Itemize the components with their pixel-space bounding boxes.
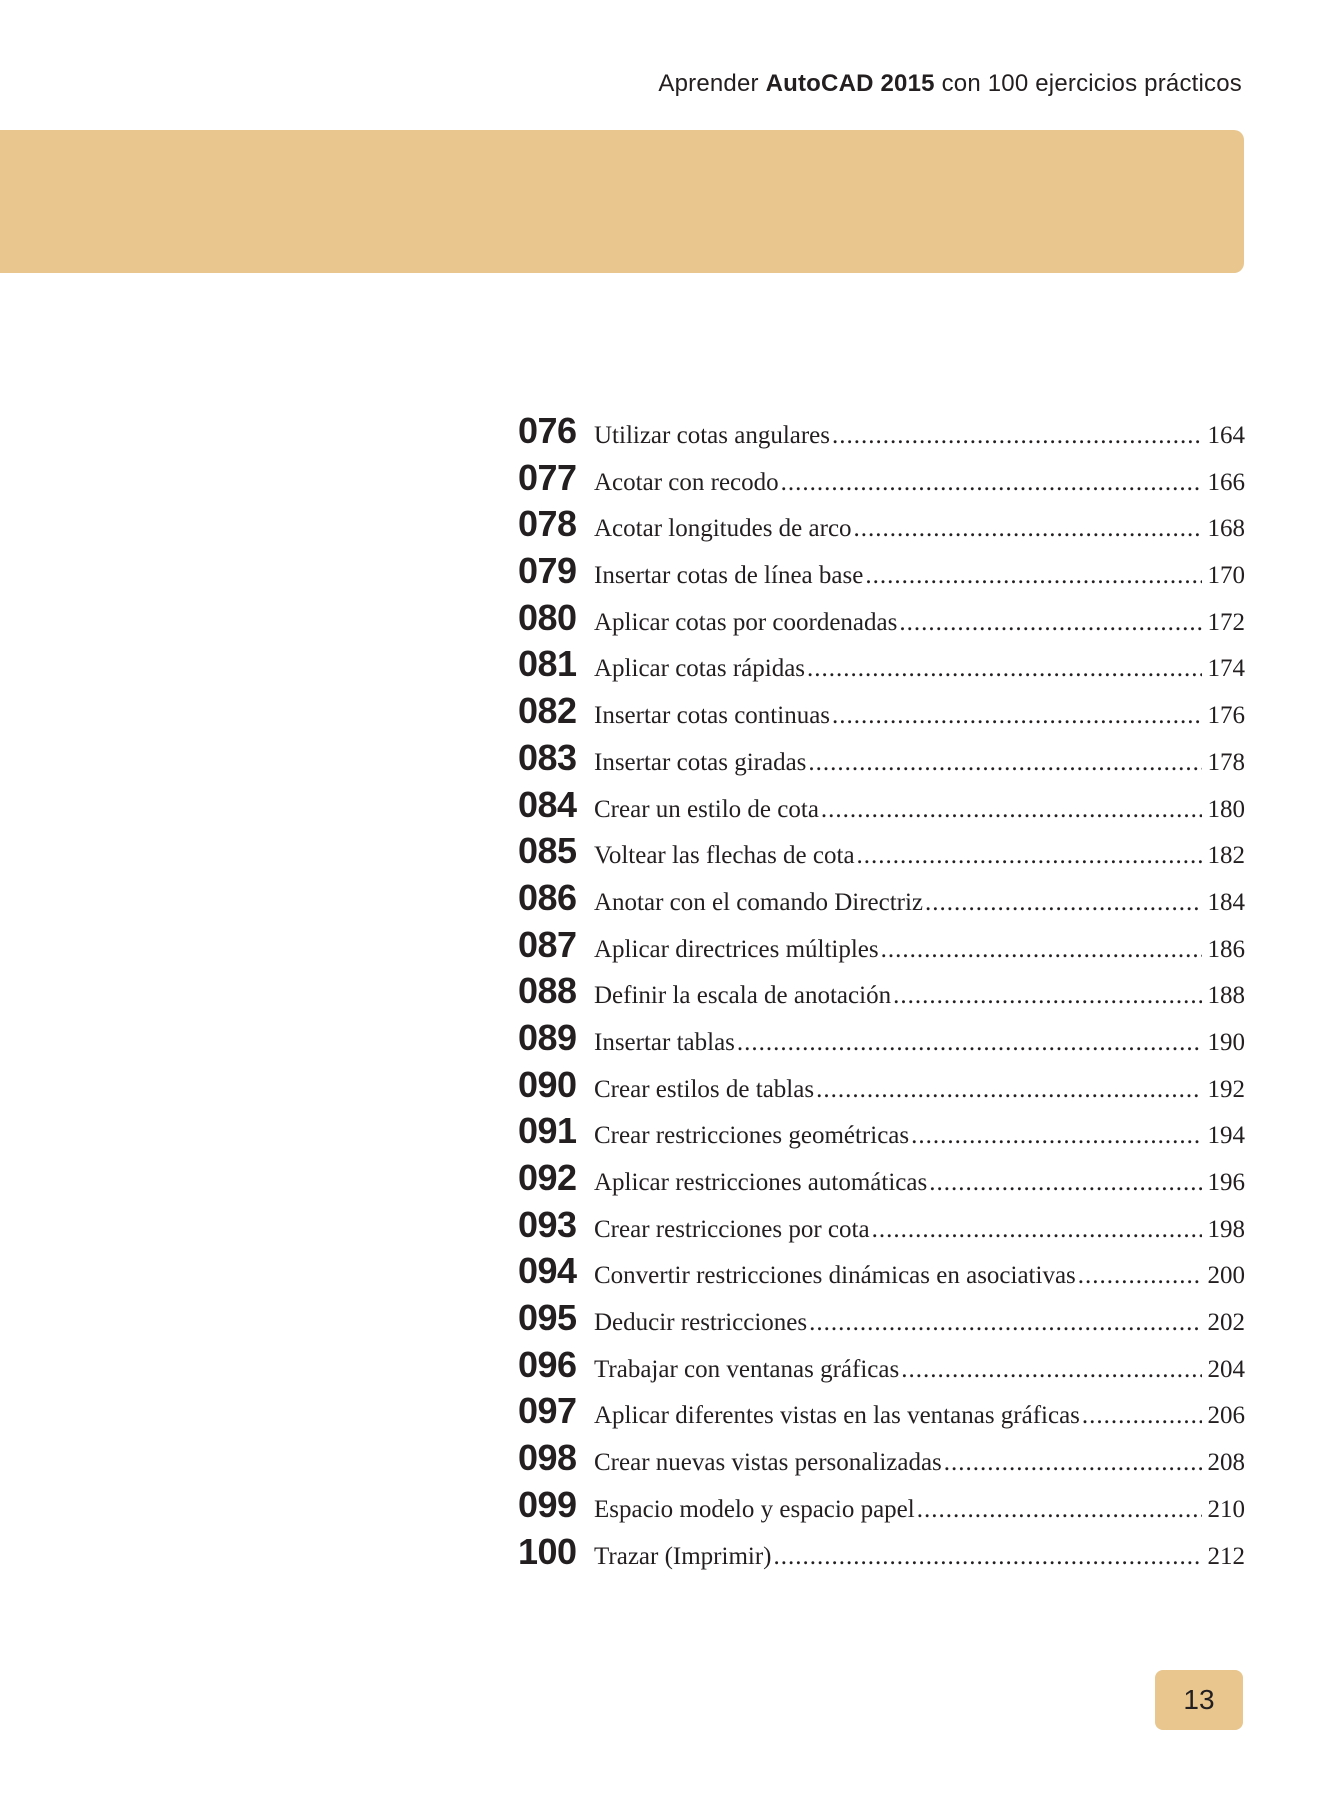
table-of-contents	[518, 410, 1245, 1577]
toc-entry-number: 095	[518, 1297, 577, 1339]
toc-entry[interactable]	[518, 877, 1245, 924]
toc-entry-page: 170	[1207, 562, 1245, 590]
toc-entry-title: Trazar (Imprimir)	[594, 1542, 772, 1570]
toc-entry-page: 172	[1207, 608, 1245, 636]
toc-entry-title: Insertar tablas	[594, 1028, 735, 1056]
toc-entry-title: Crear restricciones por cota	[594, 1215, 870, 1243]
toc-dot-leader	[901, 1356, 1201, 1384]
toc-entry[interactable]	[518, 1250, 1245, 1297]
toc-entry-page: 184	[1207, 888, 1245, 916]
toc-dot-leader	[807, 655, 1201, 683]
toc-entry[interactable]	[518, 1017, 1245, 1064]
toc-entry[interactable]	[518, 1390, 1245, 1437]
toc-dot-leader	[865, 562, 1201, 590]
toc-entry-number: 078	[518, 503, 577, 545]
toc-entry[interactable]	[518, 1157, 1245, 1204]
toc-entry-page: 188	[1207, 982, 1245, 1010]
toc-entry-title: Utilizar cotas angulares	[594, 422, 831, 449]
page-number-badge	[1155, 1670, 1243, 1730]
toc-entry-title: Insertar cotas de línea base	[594, 562, 864, 590]
toc-dot-leader	[857, 842, 1202, 870]
toc-entry[interactable]	[518, 1110, 1245, 1157]
toc-dot-leader	[832, 702, 1201, 730]
toc-entry-number: 097	[518, 1390, 577, 1432]
toc-entry-title: Aplicar restricciones automáticas	[594, 1169, 928, 1196]
toc-entry-title: Aplicar diferentes vistas en las ventanas gráficas	[594, 1402, 1080, 1430]
toc-entry-page: 210	[1207, 1495, 1245, 1523]
toc-entry-page: 192	[1207, 1075, 1245, 1103]
toc-dot-leader	[774, 1543, 1202, 1571]
page-number: 13	[1183, 1684, 1215, 1715]
toc-dot-leader	[1078, 1262, 1202, 1290]
toc-dot-leader	[929, 1169, 1201, 1197]
toc-dot-leader	[872, 1216, 1202, 1244]
toc-entry-page: 202	[1207, 1309, 1245, 1337]
toc-entry-page: 200	[1207, 1262, 1245, 1290]
toc-entry-page: 180	[1207, 795, 1245, 823]
header-suffix: con 100 ejercicios prácticos	[941, 70, 1242, 97]
toc-entry[interactable]	[518, 1064, 1245, 1111]
toc-entry-page: 186	[1207, 935, 1245, 963]
toc-entry-title: Aplicar cotas por coordenadas	[594, 608, 898, 636]
toc-entry[interactable]	[518, 1344, 1245, 1391]
toc-entry-page: 166	[1207, 468, 1245, 496]
toc-entry-page: 164	[1207, 422, 1245, 449]
toc-entry-page: 212	[1207, 1542, 1245, 1570]
toc-entry-title: Aplicar directrices múltiples	[594, 935, 879, 963]
toc-entry-title: Espacio modelo y espacio papel	[594, 1495, 915, 1523]
toc-entry[interactable]	[518, 784, 1245, 831]
toc-entry-title: Acotar con recodo	[594, 468, 779, 496]
toc-entry-number: 099	[518, 1483, 577, 1525]
toc-entry-title: Convertir restricciones dinámicas en asociativas	[594, 1262, 1076, 1290]
toc-entry[interactable]	[518, 597, 1245, 644]
toc-entry-page: 204	[1207, 1355, 1245, 1383]
toc-dot-leader	[821, 796, 1202, 824]
toc-entry-number: 093	[518, 1203, 577, 1245]
toc-dot-leader	[917, 1496, 1202, 1524]
toc-entry-page: 206	[1207, 1402, 1245, 1430]
toc-entry-page: 168	[1207, 515, 1245, 543]
toc-entry-title: Anotar con el comando Directriz	[594, 888, 924, 916]
toc-entry-page: 198	[1207, 1215, 1245, 1243]
toc-entry[interactable]	[518, 1437, 1245, 1484]
toc-entry-title: Crear nuevas vistas personalizadas	[594, 1449, 942, 1477]
toc-entry[interactable]	[518, 1297, 1245, 1344]
toc-entry-number: 096	[518, 1343, 577, 1385]
toc-entry-number: 092	[518, 1157, 577, 1198]
toc-entry-number: 085	[518, 830, 577, 872]
toc-entry[interactable]	[518, 737, 1245, 784]
toc-dot-leader	[944, 1449, 1202, 1477]
toc-entry[interactable]	[518, 503, 1245, 550]
toc-entry-title: Aplicar cotas rápidas	[594, 655, 806, 683]
toc-entry[interactable]	[518, 924, 1245, 971]
toc-entry-page: 182	[1207, 842, 1245, 870]
toc-entry-number: 079	[518, 550, 577, 592]
toc-entry[interactable]	[518, 1484, 1245, 1531]
toc-dot-leader	[899, 609, 1201, 637]
toc-dot-leader	[925, 889, 1201, 917]
toc-entry-page: 190	[1207, 1028, 1245, 1056]
toc-entry-number: 087	[518, 923, 577, 965]
toc-entry[interactable]	[518, 690, 1245, 737]
toc-entry-page: 178	[1207, 748, 1245, 776]
toc-entry-number: 090	[518, 1063, 577, 1105]
toc-entry-page: 208	[1207, 1449, 1245, 1477]
toc-entry-number: 088	[518, 970, 577, 1012]
toc-entry-title: Voltear las flechas de cota	[594, 842, 855, 870]
toc-entry-page: 174	[1207, 655, 1245, 683]
toc-entry-number: 100	[518, 1530, 577, 1572]
toc-entry[interactable]	[518, 457, 1245, 504]
toc-entry[interactable]	[518, 1204, 1245, 1251]
toc-entry-number: 076	[518, 410, 577, 451]
toc-entry-title: Crear restricciones geométricas	[594, 1122, 910, 1150]
toc-entry-title: Insertar cotas giradas	[594, 748, 807, 776]
toc-entry[interactable]	[518, 410, 1245, 457]
header-product: AutoCAD 2015	[765, 70, 935, 97]
toc-entry-title: Trabajar con ventanas gráficas	[594, 1355, 900, 1383]
toc-dot-leader	[809, 1309, 1201, 1337]
toc-entry-number: 084	[518, 783, 577, 825]
toc-entry-page: 194	[1207, 1122, 1245, 1150]
toc-entry[interactable]	[518, 830, 1245, 877]
toc-dot-leader	[1082, 1402, 1202, 1430]
toc-dot-leader	[737, 1029, 1202, 1057]
toc-dot-leader	[816, 1076, 1201, 1104]
toc-entry-number: 080	[518, 596, 577, 638]
header-prefix: Aprender	[658, 70, 759, 97]
toc-dot-leader	[881, 936, 1202, 964]
toc-entry[interactable]	[518, 550, 1245, 597]
toc-entry-title: Definir la escala de anotación	[594, 982, 892, 1010]
toc-entry-page: 176	[1207, 702, 1245, 730]
toc-entry-number: 089	[518, 1016, 577, 1058]
toc-entry-title: Deducir restricciones	[594, 1309, 808, 1337]
toc-entry-number: 086	[518, 876, 577, 918]
toc-dot-leader	[832, 422, 1201, 450]
toc-entry-title: Crear estilos de tablas	[594, 1075, 815, 1103]
toc-entry[interactable]	[518, 1531, 1245, 1578]
running-header	[658, 70, 1242, 98]
toc-entry-title: Acotar longitudes de arco	[594, 515, 852, 543]
toc-dot-leader	[911, 1122, 1201, 1150]
toc-entry-number: 082	[518, 690, 577, 732]
toc-entry-number: 094	[518, 1250, 577, 1292]
toc-entry-title: Crear un estilo de cota	[594, 795, 819, 823]
toc-entry-number: 081	[518, 643, 577, 685]
toc-dot-leader	[893, 982, 1201, 1010]
header-band	[0, 130, 1244, 273]
toc-dot-leader	[781, 469, 1202, 497]
toc-entry-title: Insertar cotas continuas	[594, 702, 831, 730]
toc-entry-page: 196	[1207, 1169, 1245, 1196]
toc-dot-leader	[854, 515, 1202, 543]
toc-dot-leader	[808, 749, 1201, 777]
toc-entry-number: 098	[518, 1437, 577, 1479]
toc-entry[interactable]	[518, 643, 1245, 690]
toc-entry[interactable]	[518, 970, 1245, 1017]
toc-entry-number: 077	[518, 456, 577, 498]
toc-entry-number: 091	[518, 1110, 577, 1152]
toc-entry-number: 083	[518, 736, 577, 778]
